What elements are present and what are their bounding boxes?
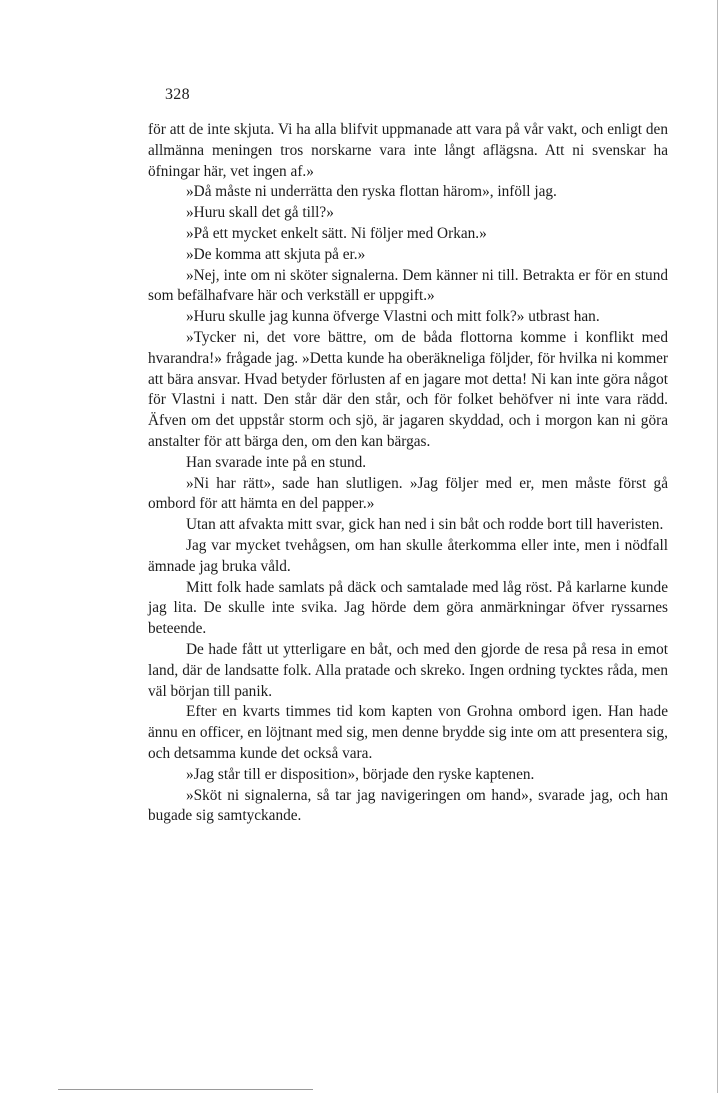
paragraph: »Huru skall det gå till?» (186, 204, 334, 222)
paragraph: för att de inte skjuta. Vi ha alla blifvit uppmanade att vara på vår vakt, och enligt den allmänna meningen tros norskarne vara inte långt aflägsna. Att ni svenskar ha öfningar här, vet ingen af.» (148, 121, 668, 180)
page-edge-line (717, 0, 718, 1093)
paragraph: »Tycker ni, det vore bättre, om de båda flottorna komme i konflikt med hvarandra!» frågade jag. »Detta kunde ha oberäkneliga följder, för hvilka ni kommer att bära ansvar. Hvad betyder förlusten af en jagare mot detta! Ni kan inte göra något för Vlastni i natt. Den står där den står, och för folket behöfver ni inte vara rädd. Äfven om det uppstår storm och sjö, är jagaren skyddad, och i morgon kan ni göra anstalter för att bärga den, om den kan bärgas. (148, 328, 668, 450)
paragraph: Jag var mycket tvehågsen, om han skulle återkomma eller inte, men i nödfall ämnade jag bruka våld. (148, 536, 668, 575)
paragraph: Efter en kvarts timmes tid kom kapten von Grohna ombord igen. Han hade ännu en officer, en löjtnant med sig, men denne brydde sig inte om att presentera sig, och detsamma kunde det också vara. (148, 703, 668, 762)
paragraph: Mitt folk hade samlats på däck och samtalade med låg röst. På karlarne kunde jag lita. De skulle inte svika. Jag hörde dem göra anmärkningar öfver ryssarnes beteende. (148, 578, 668, 638)
paragraph: »Huru skulle jag kunna öfverge Vlastni och mitt folk?» utbrast han. (186, 308, 600, 326)
paragraph: »Då måste ni underrätta den ryska flottan härom», inföll jag. (186, 183, 557, 201)
paragraph: De hade fått ut ytterligare en båt, och med den gjorde de resa på resa in emot land, där de landsatte folk. Alla pratade och skreko. Ingen ordning tycktes råda, men väl början till panik. (148, 640, 668, 700)
body-text (148, 120, 668, 827)
paragraph: »Ni har rätt», sade han slutligen. »Jag följer med er, men måste först gå ombord för att hämta en del papper.» (148, 474, 668, 513)
paragraph: Han svarade inte på en stund. (186, 453, 367, 471)
paragraph: »Sköt ni signalerna, så tar jag navigeringen om hand», svarade jag, och han bugade sig samtyckande. (148, 786, 668, 825)
page-number: 328 (165, 86, 190, 103)
bottom-rule (58, 1089, 313, 1090)
paragraph: Utan att afvakta mitt svar, gick han ned i sin båt och rodde bort till haveristen. (186, 516, 664, 534)
paragraph: »Nej, inte om ni sköter signalerna. Dem känner ni till. Betrakta er för en stund som befälhafvare här och verkställ er uppgift.» (148, 266, 668, 305)
paragraph: »De komma att skjuta på er.» (186, 245, 366, 263)
paragraph: »På ett mycket enkelt sätt. Ni följer med Orkan.» (186, 224, 487, 242)
paragraph: »Jag står till er disposition», började den ryske kaptenen. (186, 765, 535, 783)
